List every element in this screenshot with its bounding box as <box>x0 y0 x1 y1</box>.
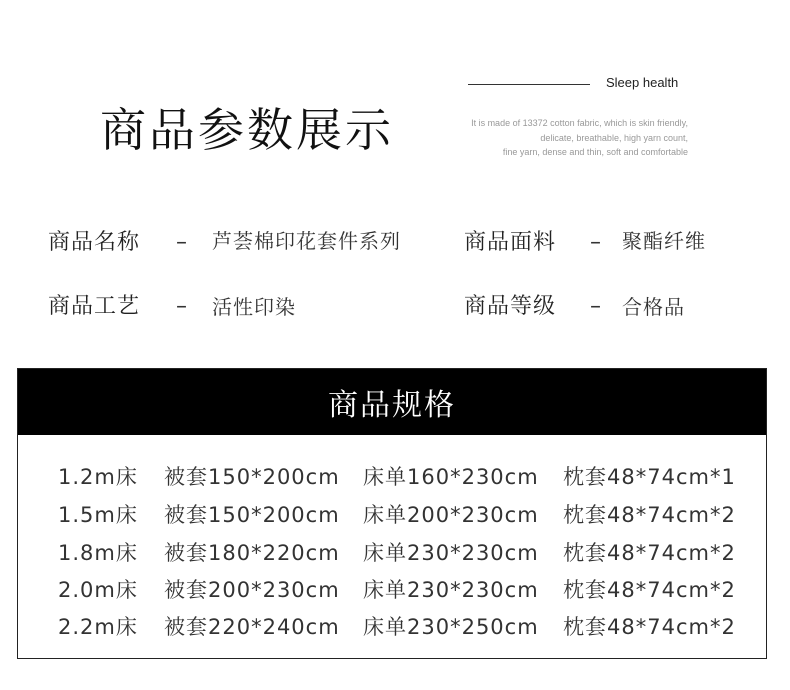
spec-pillowcase: 枕套48*74cm*1 <box>563 465 736 489</box>
spec-quilt-cover: 被套150*200cm <box>164 503 340 527</box>
spec-bed-sheet: 床单230*230cm <box>363 578 539 602</box>
param-craft-label: 商品工艺 <box>48 294 141 319</box>
param-grade-separator: – <box>590 294 601 319</box>
spec-title: 商品规格 <box>18 369 766 435</box>
spec-bed-size: 1.8m床 <box>58 541 138 565</box>
spec-bed-size: 1.5m床 <box>58 503 138 527</box>
description-line: It is made of 13372 cotton fabric, which is skin friendly, <box>471 118 688 128</box>
spec-row <box>18 538 766 568</box>
description-line: fine yarn, dense and thin, soft and comfortable <box>502 147 688 157</box>
spec-quilt-cover: 被套150*200cm <box>164 465 340 489</box>
spec-bed-size: 1.2m床 <box>58 465 138 489</box>
spec-pillowcase: 枕套48*74cm*2 <box>563 541 736 565</box>
spec-quilt-cover: 被套180*220cm <box>164 541 340 565</box>
param-craft-separator: – <box>176 294 187 319</box>
spec-table <box>17 368 767 659</box>
spec-bed-size: 2.0m床 <box>58 578 138 602</box>
spec-quilt-cover: 被套200*230cm <box>164 578 340 602</box>
spec-pillowcase: 枕套48*74cm*2 <box>563 503 736 527</box>
param-name-value: 芦荟棉印花套件系列 <box>212 229 401 253</box>
spec-pillowcase: 枕套48*74cm*2 <box>563 578 736 602</box>
spec-row <box>18 500 766 530</box>
param-name-label: 商品名称 <box>48 230 141 255</box>
brand-description <box>471 116 688 160</box>
param-fabric-value: 聚酯纤维 <box>622 229 706 253</box>
spec-row <box>18 462 766 492</box>
spec-pillowcase: 枕套48*74cm*2 <box>563 615 736 639</box>
page-title: 商品参数展示 <box>100 103 394 157</box>
spec-quilt-cover: 被套220*240cm <box>164 615 340 639</box>
spec-bed-sheet: 床单200*230cm <box>363 503 539 527</box>
brand-tagline: Sleep health <box>606 75 679 90</box>
param-fabric-label: 商品面料 <box>464 230 557 255</box>
param-grade-value: 合格品 <box>622 295 685 319</box>
spec-row <box>18 575 766 605</box>
spec-row <box>18 612 766 642</box>
spec-bed-sheet: 床单160*230cm <box>363 465 539 489</box>
param-craft-value: 活性印染 <box>212 295 296 319</box>
spec-bed-sheet: 床单230*230cm <box>363 541 539 565</box>
param-grade-label: 商品等级 <box>464 294 557 319</box>
param-name-separator: – <box>176 230 187 255</box>
spec-bed-sheet: 床单230*250cm <box>363 615 539 639</box>
param-fabric-separator: – <box>590 230 601 255</box>
spec-bed-size: 2.2m床 <box>58 615 138 639</box>
brand-divider-line <box>468 84 590 85</box>
description-line: delicate, breathable, high yarn count, <box>540 132 688 143</box>
